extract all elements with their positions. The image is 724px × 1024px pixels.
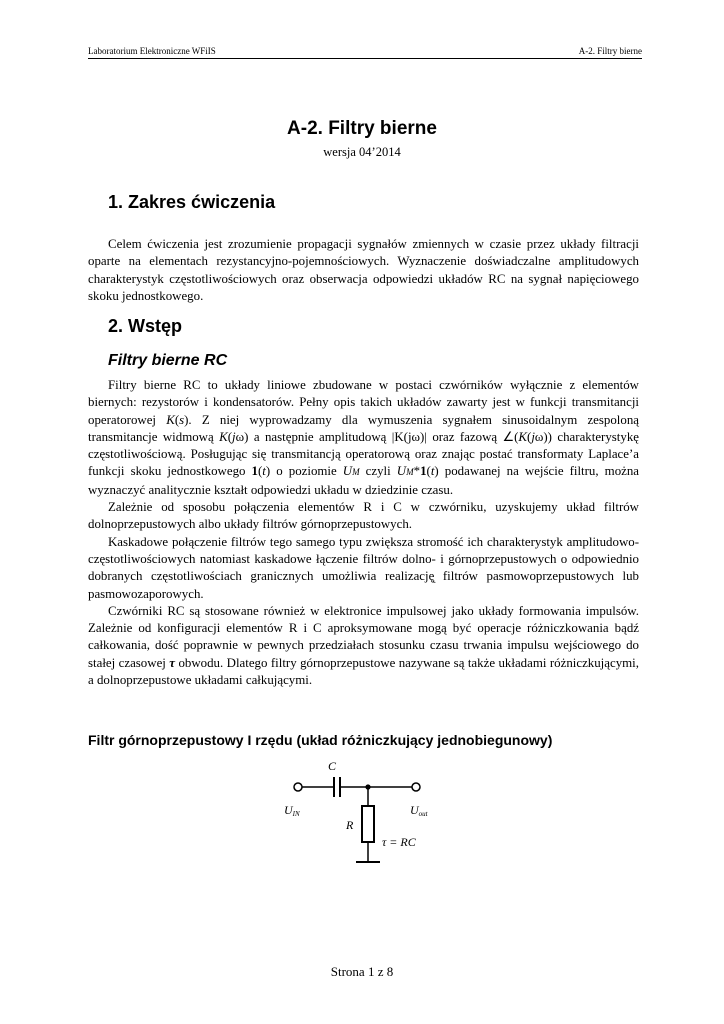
version-line: wersja 04’2014	[323, 145, 401, 159]
section-1-heading: 1. Zakres ćwiczenia	[108, 192, 276, 212]
connection-paragraph: Zależnie od sposobu połączenia elementów R i C w czwórniku, uzyskujemy układ filtrów dolnoprzepustowych albo układy filtrów górnoprzepustowych.	[88, 500, 639, 532]
section-2-body	[88, 377, 639, 689]
resistor-label: R	[346, 818, 354, 832]
page-number: Strona 1 z 8	[330, 964, 394, 979]
document-title: A-2. Filtry bierne	[287, 118, 437, 139]
output-voltage-label: Uout	[410, 803, 428, 818]
running-header	[88, 46, 642, 59]
intro-paragraph: Filtry bierne RC to układy liniowe zbudowane w postaci czwórników wyłącznie z elementów biernych: rezystorów i kondensatorów. Pełny opis takich układów zawarty jest w funkcji transmitancji operatorowej K(s). Z niej wyprowadzamy dla wymuszenia sygnałem sinusoidalnym zespoloną transmitancje widmową K(jω) a następnie amplitudową |K(jω)| oraz fazową ∠(K(jω)) charakterystykę częstotliwościową. Posługując się transmitancją operatorową oraz znając postać transformaty Laplace’a funkcji skoku jednostkowego 1(t) o poziomie UM czyli UM*1(t) podawanej na wejście filtru, można wyznaczyć analitycznie kształt odpowiedzi układu w dziedzinie czasu.	[88, 378, 640, 497]
subsection-heading: Filtr górnoprzepustowy I rzędu (układ różniczkujący jednobiegunowy)	[88, 732, 553, 748]
cascade-paragraph: Kaskadowe połączenie filtrów tego samego typu zwiększa stromość ich charakterystyk amplitudowo-częstotliwościowych natomiast kaskadowe łączenie filtrów dolno- i górnoprzepustowych o odpowiednio dobranych częstotliwościach granicznych umożliwia realizację̨ filtrów pasmowoprzepustowych lub pasmowozaporowych.	[88, 534, 639, 601]
header-right: A-2. Filtry bierne	[578, 46, 642, 56]
section-2-heading: 2. Wstęp	[108, 316, 183, 336]
capacitor-label: C	[328, 759, 337, 773]
capacitor-symbol	[334, 777, 340, 797]
section-1-text: Celem ćwiczenia jest zrozumienie propagacji sygnałów zmiennych w czasie przez układy filtracji oparte na elementach rezystancyjno-pojemnościowych. Wyznaczenie doświadczalne amplitudowych charakterystyk częstotliwościowych oraz obserwacja odpowiedzi układów RC na sygnał napięciowego skoku jednostkowego.	[88, 237, 639, 303]
rc-highpass-circuit-diagram	[282, 756, 442, 870]
section-1-paragraph	[88, 236, 639, 305]
resistor-symbol	[362, 806, 374, 842]
output-terminal	[412, 783, 420, 791]
pulse-paragraph: Czwórniki RC są stosowane również w elektronice impulsowej jako układy formowania impulsów. Zależnie od konfiguracji elementów R i C aproksymowane mogą być operacje różniczkowania bądź całkowania, dość poprawnie w pewnych przedziałach stosunku czasu trwania impulsu wejściowego do stałej czasowej τ obwodu. Dlatego filtry górnoprzepustowe nazywane są także układami różniczkującymi, a dolnoprzepustowe układami całkującymi.	[88, 603, 639, 688]
amplitude-symbol: |K(jω)|	[391, 429, 427, 444]
header-left: Laboratorium Elektroniczne WFiIS	[88, 46, 216, 56]
time-constant-label: τ = RC	[382, 835, 416, 849]
input-terminal	[294, 783, 302, 791]
input-voltage-label: UIN	[284, 803, 300, 818]
subheading-filtry-rc: Filtry bierne RC	[108, 352, 228, 369]
tau-symbol: τ	[169, 655, 176, 670]
